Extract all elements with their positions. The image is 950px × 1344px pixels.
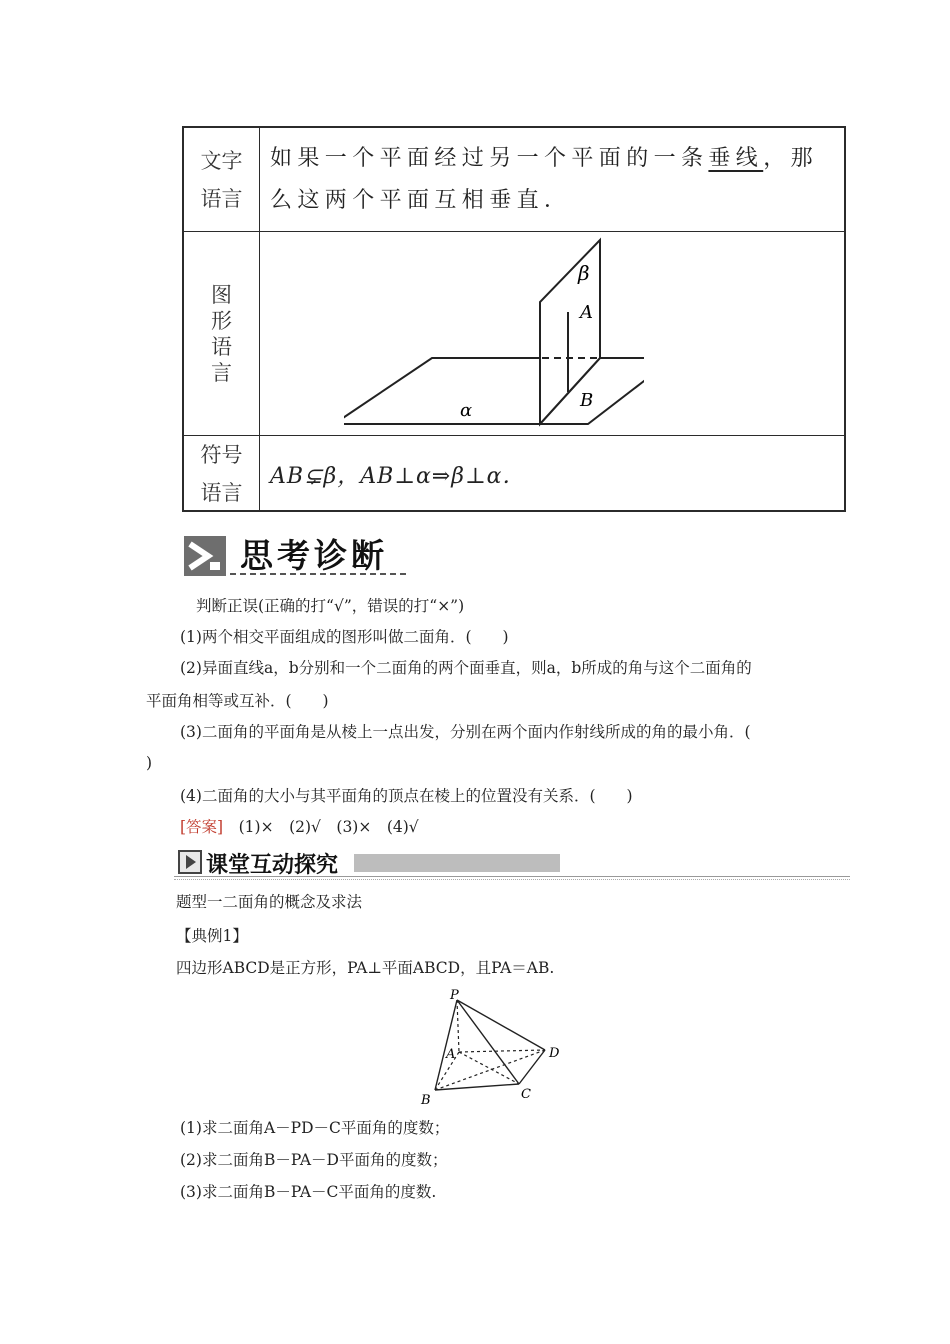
row-label-text-language: 文字 语言 <box>184 128 260 231</box>
label-b: B <box>421 1093 431 1108</box>
triangle-icon <box>178 850 202 874</box>
question-item: (3)求二面角B－PA－C平面角的度数. <box>180 1183 437 1201</box>
answer-tag: [答案] <box>180 818 224 836</box>
list-item: (1)两个相交平面组成的图形叫做二面角．( ) <box>180 628 509 646</box>
symbol-statement: AB⊊β，AB⊥α⇒β⊥α． <box>270 463 526 489</box>
section-title: 课堂互动探究 <box>206 853 339 878</box>
chevron-icon <box>184 536 226 576</box>
section-banner-classroom <box>174 846 850 878</box>
theorem-table <box>182 126 846 512</box>
label-a: A <box>446 1047 456 1062</box>
label-p: P <box>450 988 459 1003</box>
problem-statement: 四边形ABCD是正方形，PA⊥平面ABCD，且PA＝AB. <box>176 959 555 977</box>
row-label-figure-language: 图 形 语 言 <box>184 232 260 435</box>
table-row-figure-language <box>184 232 844 436</box>
perpendicular-planes-figure <box>344 232 644 434</box>
question-item: (1)求二面角A－PD－C平面角的度数； <box>180 1119 450 1137</box>
label-c: C <box>521 1087 531 1102</box>
pyramid-figure <box>415 986 575 1108</box>
table-row-text-language <box>184 128 844 232</box>
section-banner-thinking <box>182 530 412 580</box>
label-beta: β <box>578 261 590 285</box>
answer-line: [答案] (1)× (2)√ (3)× (4)√ <box>180 818 419 836</box>
theorem-statement: 如果一个平面经过另一个平面的一条垂线，那么这两个平面互相垂直． <box>270 145 819 213</box>
label-d: D <box>549 1046 560 1061</box>
label-alpha: α <box>460 400 473 421</box>
list-item: (2)异面直线a，b分别和一个二面角的两个面垂直，则a，b所成的角与这个二面角的 <box>180 659 752 677</box>
row-label-symbol-language: 符号 语言 <box>184 436 260 512</box>
list-item: (3)二面角的平面角是从棱上一点出发，分别在两个面内作射线所成的角的最小角．( <box>180 723 751 741</box>
list-item-continued: ) <box>146 754 153 772</box>
table-row-symbol-language <box>184 436 844 512</box>
label-b: B <box>580 390 594 411</box>
section-title: 思考诊断 <box>240 536 388 575</box>
plane-alpha <box>344 358 644 424</box>
list-item-continued: 平面角相等或互补．( ) <box>146 692 329 710</box>
label-a: A <box>580 302 593 323</box>
list-item: (4)二面角的大小与其平面角的顶点在棱上的位置没有关系．( ) <box>180 787 633 805</box>
type-title: 题型一二面角的概念及求法 <box>176 893 363 911</box>
question-item: (2)求二面角B－PA－D平面角的度数； <box>180 1151 448 1169</box>
judge-intro: 判断正误(正确的打“√”，错误的打“×”) <box>196 597 465 615</box>
example-title: 【典例1】 <box>176 927 248 945</box>
